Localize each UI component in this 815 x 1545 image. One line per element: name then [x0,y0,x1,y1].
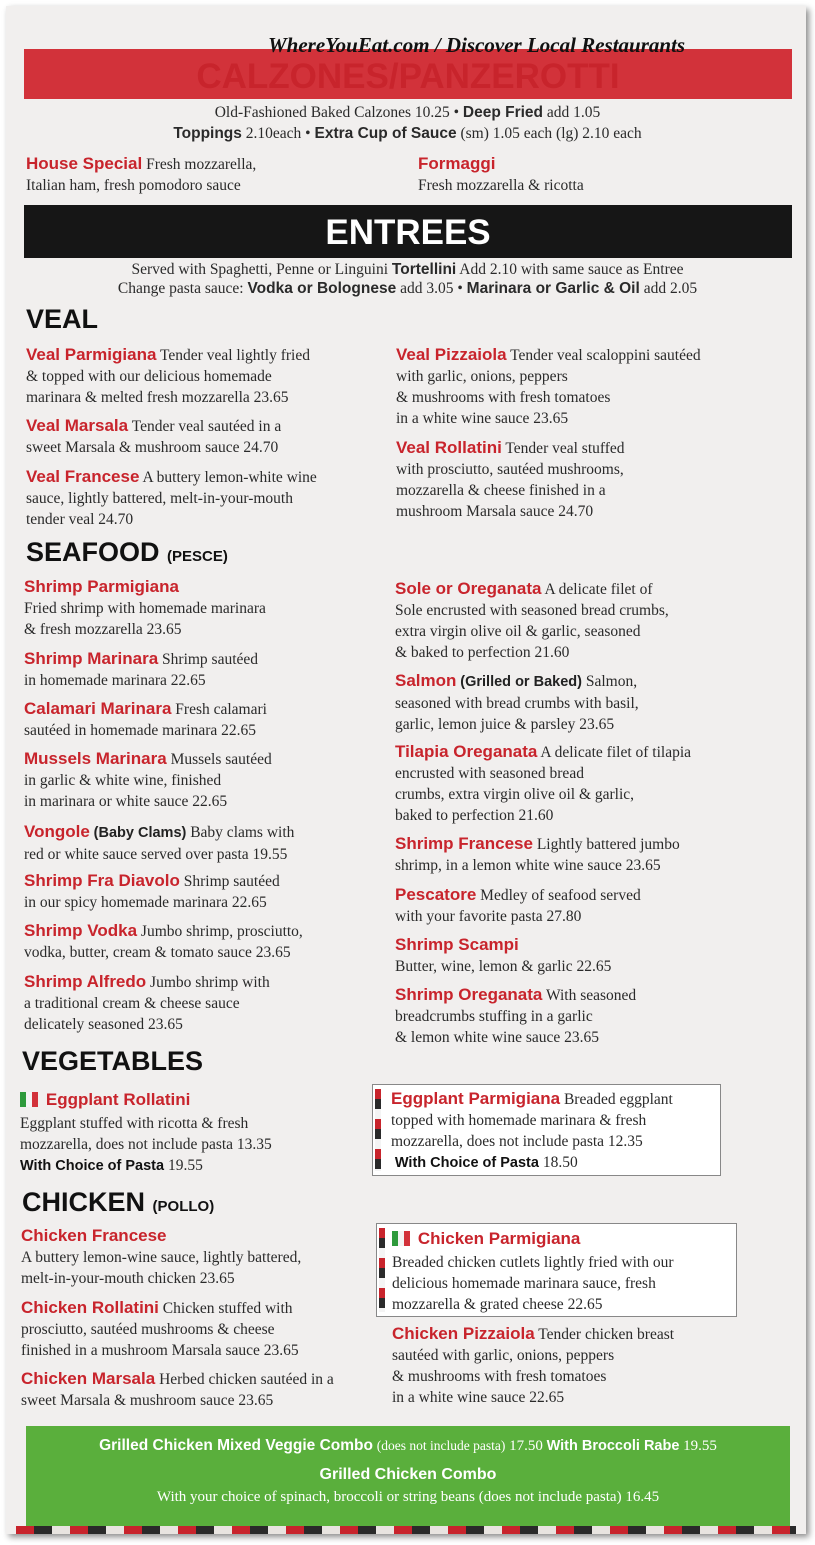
calzones-line-1: Old-Fashioned Baked Calzones 10.25 • Deep Fried add 1.05 [214,104,601,121]
menu-item-shrimp-francese: Shrimp Francese Lightly battered jumbo shrimp, in a lemon white wine sauce 23.65 [395,834,680,874]
calzones-banner: CALZONES/PANZEROTTI [24,49,792,99]
combo-row-grilled-title: Grilled Chicken Combo [319,1466,497,1483]
menu-item-chicken-rollatini: Chicken Rollatini Chicken stuffed with prosciutto, sautéed mushrooms & cheese finished in a mushroom Marsala sauce 23.65 [21,1298,299,1359]
menu-item-shrimp-marinara: Shrimp Marinara Shrimp sautéed in homemade marinara 22.65 [24,649,259,689]
entrees-banner: ENTREES [24,205,792,258]
menu-item-veal-francese: Veal Francese A buttery lemon-white wine sauce, lightly battered, melt-in-your-mouth tender veal 24.70 [26,467,317,528]
box-stripe [379,1228,385,1312]
section-title-chicken: CHICKEN (POLLO) [22,1187,215,1217]
decorative-bottom-stripe [16,1526,796,1534]
entrees-line-2: Change pasta sauce: Vodka or Bolognese add 3.05 • Marinara or Garlic & Oil add 2.05 [117,280,698,297]
menu-item-chicken-francese: Chicken Francese A buttery lemon-wine sauce, lightly battered, melt-in-your-mouth chicken 23.65 [21,1226,302,1287]
section-title-vegetables: VEGETABLES [22,1046,204,1076]
menu-page [6,6,806,1534]
menu-item-calamari-marinara: Calamari Marinara Fresh calamari sautéed in homemade marinara 22.65 [24,699,267,739]
menu-item-veal-marsala: Veal Marsala Tender veal sautéed in a sweet Marsala & mushroom sauce 24.70 [26,416,282,456]
menu-item-shrimp-oreganata: Shrimp Oreganata With seasoned breadcrumbs stuffing in a garlic & lemon white wine sauce 23.65 [395,985,637,1046]
menu-item-chicken-marsala: Chicken Marsala Herbed chicken sautéed in a sweet Marsala & mushroom sauce 23.65 [21,1369,334,1409]
menu-item-shrimp-scampi: Shrimp Scampi Butter, wine, lemon & garlic 22.65 [395,935,612,975]
combo-row-grilled-desc: With your choice of spinach, broccoli or string beans (does not include pasta) 16.45 [156,1489,660,1505]
menu-item-veal-pizzaiola: Veal Pizzaiola Tender veal scaloppini sautéed with garlic, onions, peppers & mushrooms with fresh tomatoes in a white wine sauce 23.65 [396,345,701,427]
menu-item-sole-oreganata: Sole or Oreganata A delicate filet of Sole encrusted with seasoned bread crumbs, extra virgin olive oil & garlic, seasoned & baked to perfection 21.60 [395,579,669,661]
menu-item-chicken-parmigiana: Chicken Parmigiana Breaded chicken cutlets lightly fried with our delicious homemade marinara sauce, fresh mozzarella & grated cheese 22.65 [392,1229,674,1313]
combo-row-mixed: Grilled Chicken Mixed Veggie Combo (does not include pasta) 17.50 With Broccoli Rabe 19.55 [99,1437,717,1454]
menu-item-mussels-marinara: Mussels Marinara Mussels sautéed in garlic & white wine, finished in marinara or white sauce 22.65 [24,749,272,810]
menu-item-vongole: Vongole (Baby Clams) Baby clams with red or white sauce served over pasta 19.55 [24,822,295,863]
menu-item-chicken-pizzaiola: Chicken Pizzaiola Tender chicken breast sautéed with garlic, onions, peppers & mushrooms with fresh tomatoes in a white wine sauce 22.65 [392,1324,675,1406]
section-title-seafood: SEAFOOD (PESCE) [26,537,228,567]
entrees-line-1: Served with Spaghetti, Penne or Linguini Tortellini Add 2.10 with same sauce as Entree [131,261,684,278]
italian-flag-icon [20,1092,38,1113]
menu-item-shrimp-vodka: Shrimp Vodka Jumbo shrimp, prosciutto, vodka, butter, cream & tomato sauce 23.65 [24,921,303,961]
menu-item-house-special: House Special Fresh mozzarella, Italian ham, fresh pomodoro sauce [26,154,257,194]
menu-item-shrimp-fra-diavolo: Shrimp Fra Diavolo Shrimp sautéed in our spicy homemade marinara 22.65 [24,871,280,911]
menu-item-veal-parmigiana: Veal Parmigiana Tender veal lightly fried & topped with our delicious homemade marinara & melted fresh mozzarella 23.65 [26,345,310,406]
menu-item-formaggi: Formaggi Fresh mozzarella & ricotta [418,154,584,194]
menu-item-shrimp-alfredo: Shrimp Alfredo Jumbo shrimp with a traditional cream & cheese sauce delicately seasoned 23.65 [24,972,270,1033]
menu-item-eggplant-parmigiana: Eggplant Parmigiana Breaded eggplant topped with homemade marinara & fresh mozzarella, does not include pasta 12.35 With Choice of Pasta 18.50 [391,1089,673,1171]
featured-box-eggplant-parmigiana [372,1084,721,1176]
watermark: WhereYouEat.com / Discover Local Restaurants [268,33,686,57]
italian-flag-icon [392,1231,410,1252]
menu-item-salmon: Salmon (Grilled or Baked) Salmon, seasoned with bread crumbs with basil, garlic, lemon juice & parsley 23.65 [395,671,639,733]
combo-banner [26,1426,790,1526]
section-title-veal: VEAL [26,304,99,334]
menu-item-veal-rollatini: Veal Rollatini Tender veal stuffed with prosciutto, sautéed mushrooms, mozzarella & cheese finished in a mushroom Marsala sauce 24.70 [396,438,625,520]
featured-box-chicken-parmigiana [376,1223,737,1317]
calzones-line-2: Toppings 2.10each • Extra Cup of Sauce (sm) 1.05 each (lg) 2.10 each [173,125,642,142]
menu-item-pescatore: Pescatore Medley of seafood served with your favorite pasta 27.80 [395,885,641,925]
menu-item-shrimp-parmigiana: Shrimp Parmigiana Fried shrimp with homemade marinara & fresh mozzarella 23.65 [24,577,266,638]
menu-item-tilapia-oreganata: Tilapia Oreganata A delicate filet of tilapia encrusted with seasoned bread crumbs, extra virgin olive oil & garlic, baked to perfection 21.60 [395,742,692,824]
menu-item-eggplant-rollatini: Eggplant Rollatini Eggplant stuffed with ricotta & fresh mozzarella, does not include pasta 13.35 With Choice of Pasta 19.55 [20,1090,272,1174]
box-stripe [375,1089,381,1171]
